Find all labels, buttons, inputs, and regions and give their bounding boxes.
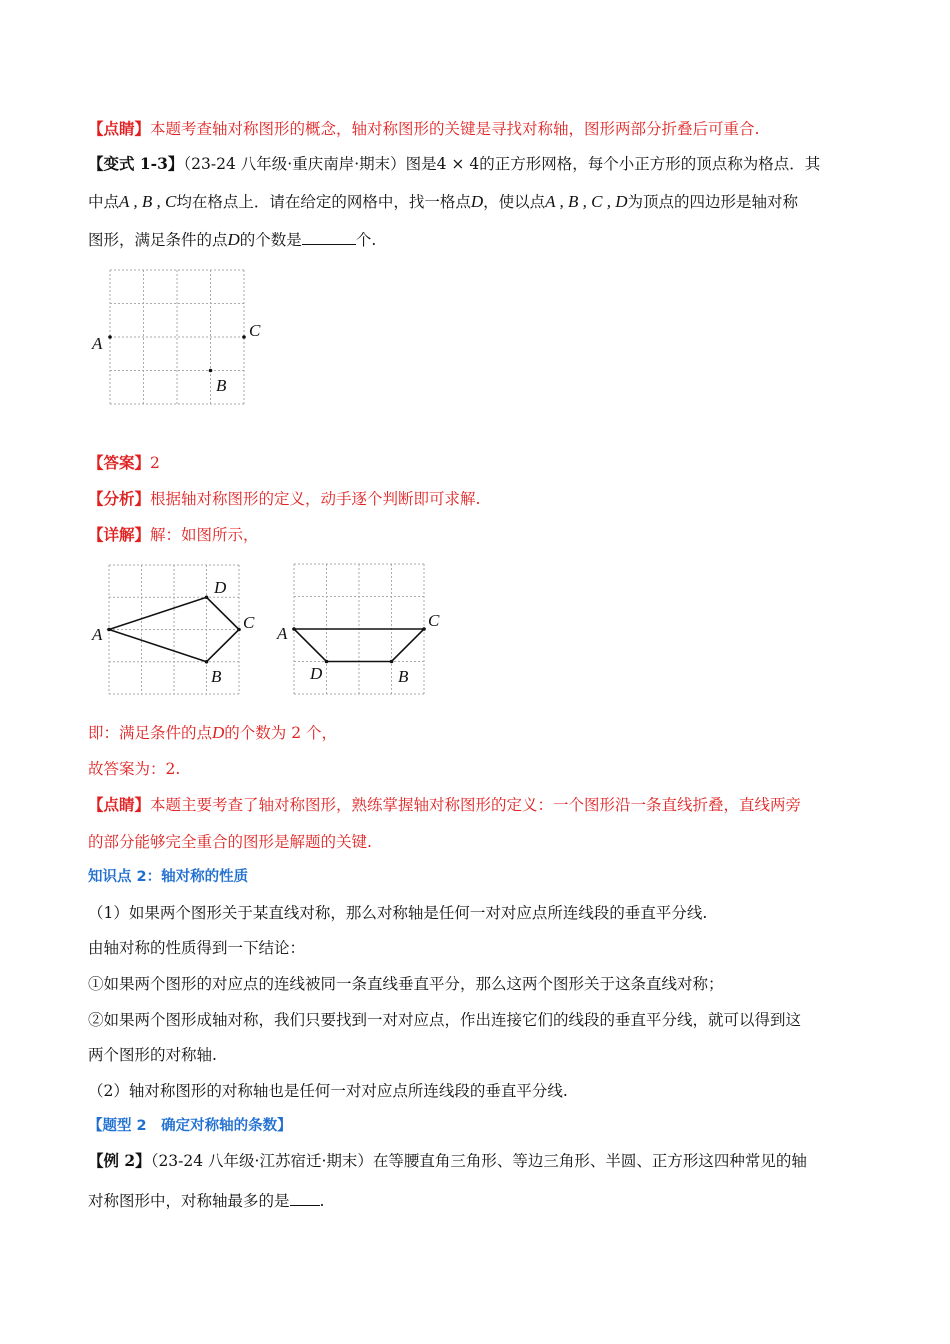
variant-line-1 xyxy=(88,153,820,175)
label-d: D xyxy=(310,664,323,683)
variant-text-1: 图是4 × 4的正方形网格，每个小正方形的顶点称为格点．其 xyxy=(405,155,821,173)
grid-figure-2 xyxy=(88,562,268,702)
label-a: A xyxy=(92,625,103,644)
example-line-2 xyxy=(88,1190,324,1212)
label-b: B xyxy=(216,376,227,395)
example-text-1: 在等腰直角三角形、等边三角形、半圆、正方形这四种常见的轴 xyxy=(372,1152,807,1170)
dianjing-text: 本题考查轴对称图形的概念，轴对称图形的关键是寻找对称轴，图形两部分折叠后可重合. xyxy=(150,120,760,138)
label-c: C xyxy=(428,611,440,630)
answer-blank xyxy=(302,229,356,245)
variant-tag: 【变式 1-3】 xyxy=(88,154,184,173)
conclusion-line-1 xyxy=(88,722,337,744)
detail-text: 解：如图所示， xyxy=(150,526,259,544)
variant-text-2b: 均在格点上．请在给定的网格中，找一格点 xyxy=(176,193,471,211)
dianjing2-line-1 xyxy=(88,794,801,816)
point-b-dot xyxy=(209,369,213,373)
point-d-2: D xyxy=(227,230,240,249)
analysis-paragraph xyxy=(88,488,480,510)
point-c-dot xyxy=(237,628,241,632)
label-c: C xyxy=(243,613,255,632)
detail-tag: 【详解】 xyxy=(88,525,151,544)
analysis-tag: 【分析】 xyxy=(88,489,151,508)
example-text-end: . xyxy=(319,1192,325,1210)
example-source: （23-24 八年级·江苏宿迁·期末） xyxy=(150,1152,373,1170)
label-b: B xyxy=(211,667,222,686)
label-a: A xyxy=(92,334,103,353)
dianjing2-line-2: 的部分能够完全重合的图形是解题的关键. xyxy=(88,833,372,851)
points-abc: A , B , C xyxy=(119,192,177,211)
variant-text-2a: 中点 xyxy=(88,193,120,211)
example-line-1 xyxy=(88,1150,807,1172)
topic-heading: 【题型 2 确定对称轴的条数】 xyxy=(88,1118,292,1134)
point-c-dot xyxy=(422,627,426,631)
point-a-dot xyxy=(108,335,112,339)
knowledge-heading: 知识点 2：轴对称的性质 xyxy=(88,869,249,885)
variant-text-2c: ，使以点 xyxy=(483,193,546,211)
point-d-dot xyxy=(205,595,209,599)
dianjing-paragraph xyxy=(88,118,759,140)
example-tag: 【例 2】 xyxy=(88,1151,151,1170)
answer-value: 2 xyxy=(150,454,160,472)
points-abcd: A , B , C , D xyxy=(545,192,628,211)
example-text-2: 对称图形中，对称轴最多的是 xyxy=(88,1192,290,1210)
conclusion-text-a: 即：满足条件的点 xyxy=(88,724,213,742)
label-b: B xyxy=(398,667,409,686)
dianjing-tag: 【点睛】 xyxy=(88,119,151,138)
point-c-dot xyxy=(242,335,246,339)
answer-tag: 【答案】 xyxy=(88,453,151,472)
answer-paragraph xyxy=(88,452,160,474)
variant-source: （23-24 八年级·重庆南岸·期末） xyxy=(183,155,406,173)
point-d-3: D xyxy=(212,723,225,742)
variant-text-3a: 图形，满足条件的点 xyxy=(88,231,228,249)
label-d: D xyxy=(214,578,227,597)
knowledge-p1: （1）如果两个图形关于某直线对称，那么对称轴是任何一对对应点所连线段的垂直平分线. xyxy=(88,904,708,922)
point-b-dot xyxy=(205,660,209,664)
knowledge-p4b: 两个图形的对称轴. xyxy=(88,1046,217,1064)
variant-text-2e: 为顶点的四边形是轴对称 xyxy=(627,193,798,211)
variant-text-3c: 个. xyxy=(355,231,377,249)
label-a: A xyxy=(277,624,288,643)
point-d: D xyxy=(470,192,484,211)
dianjing2-text-1: 本题主要考查了轴对称图形，熟练掌握轴对称图形的定义：一个图形沿一条直线折叠，直线两旁 xyxy=(150,796,802,814)
variant-text-3b: 的个数是 xyxy=(239,231,302,249)
grid-figure-1 xyxy=(88,268,268,408)
point-b-dot xyxy=(390,660,394,664)
analysis-text: 根据轴对称图形的定义，动手逐个判断即可求解. xyxy=(150,490,481,508)
knowledge-p3: ①如果两个图形的对应点的连线被同一条直线垂直平分，那么这两个图形关于这条直线对称； xyxy=(88,975,724,993)
detail-paragraph xyxy=(88,524,259,546)
label-c: C xyxy=(249,321,261,340)
conclusion-text-b: 的个数为 2 个， xyxy=(224,724,338,742)
variant-line-3 xyxy=(88,229,376,251)
knowledge-p4a: ②如果两个图形成轴对称，我们只要找到一对对应点，作出连接它们的线段的垂直平分线，就可以得到这 xyxy=(88,1011,802,1029)
dianjing2-tag: 【点睛】 xyxy=(88,795,151,814)
point-d-dot xyxy=(325,660,329,664)
knowledge-p2: 由轴对称的性质得到一下结论： xyxy=(88,939,306,957)
conclusion-line-2: 故答案为：2. xyxy=(88,760,181,778)
example-blank xyxy=(290,1190,320,1206)
point-a-dot xyxy=(107,628,111,632)
grid-figure-3 xyxy=(274,562,454,702)
knowledge-p5: （2）轴对称图形的对称轴也是任何一对对应点所连线段的垂直平分线. xyxy=(88,1082,568,1100)
variant-line-2 xyxy=(88,191,798,213)
point-a-dot xyxy=(292,627,296,631)
